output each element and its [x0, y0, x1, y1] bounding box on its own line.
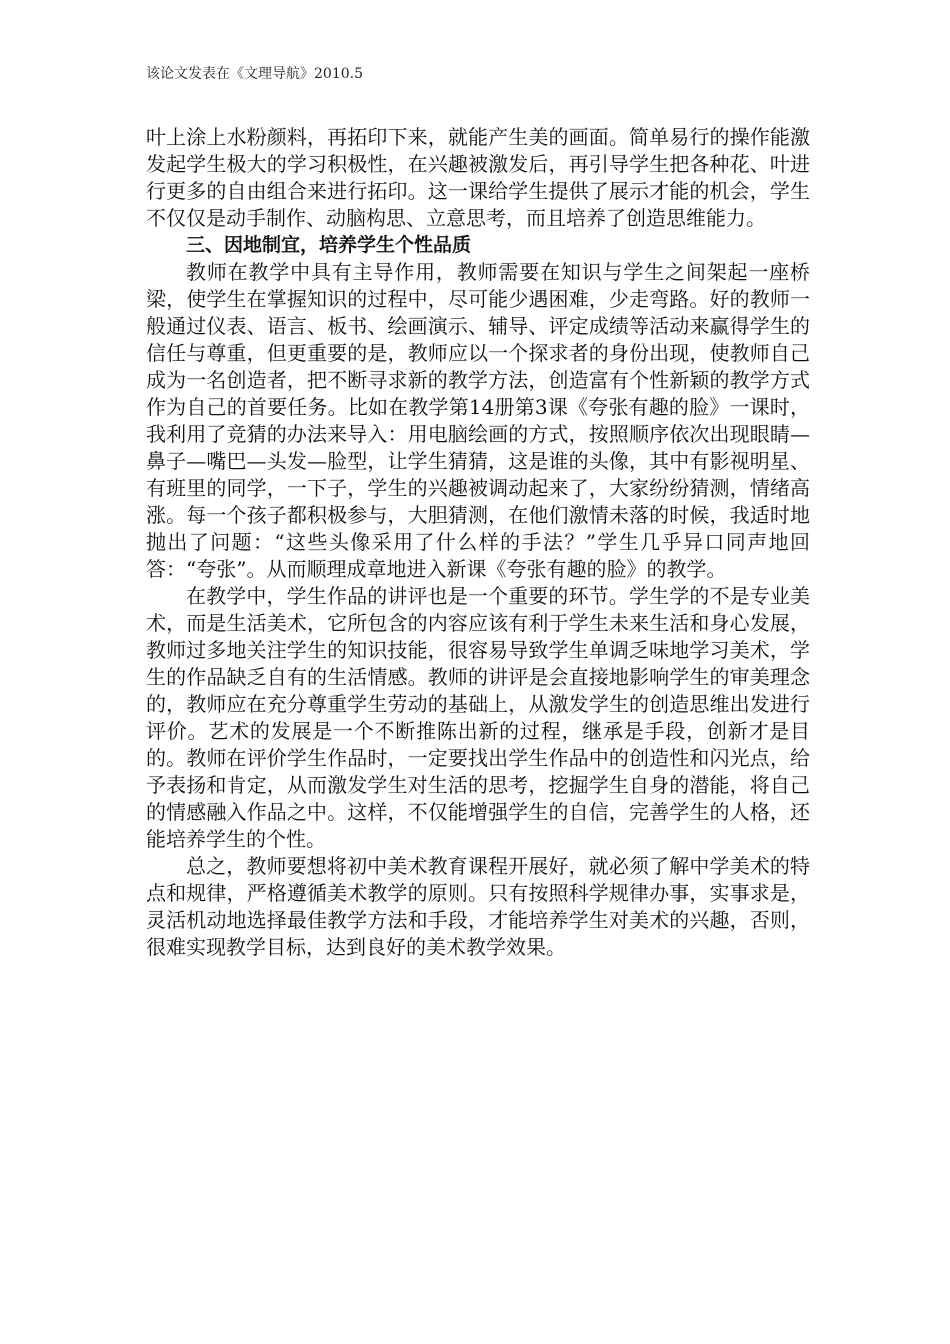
publication-note: 该论文发表在《文理导航》2010.5	[146, 66, 363, 82]
paragraph-continuation: 叶上涂上水粉颜料，再拓印下来，就能产生美的画面。简单易行的操作能激发起学生极大的学习积极性，在兴趣被激发后，再引导学生把各种花、叶进行更多的自由组合来进行拓印。这一课给学生提供了展示才能的机会，学生不仅仅是动手制作、动脑构思、立意思考，而且培养了创造思维能力。	[146, 125, 810, 230]
paragraph-conclusion: 总之，教师要想将初中美术教育课程开展好，就必须了解中学美术的特点和规律，严格遵循美术教学的原则。只有按照科学规律办事，实事求是，灵活机动地选择最佳教学方法和手段，才能培养学生对美术的兴趣，否则，很难实现教学目标，达到良好的美术教学效果。	[146, 854, 810, 959]
paragraph-critique: 在教学中，学生作品的讲评也是一个重要的环节。学生学的不是专业美术，而是生活美术，它所包含的内容应该有利于学生未来生活和身心发展，教师过多地关注学生的知识技能，很容易导致学生单调乏味地学习美术，学生的作品缺乏自有的生活情感。教师的讲评是会直接地影响学生的审美理念的，教师应在充分尊重学生劳动的基础上，从激发学生的创造思维出发进行评价。艺术的发展是一个不断推陈出新的过程，继承是手段，创新才是目的。教师在评价学生作品时，一定要找出学生作品中的创造性和闪光点，给予表扬和肯定，从而激发学生对生活的思考，挖掘学生自身的潜能，将自己的情感融入作品之中。这样，不仅能增强学生的自信，完善学生的人格，还能培养学生的个性。	[146, 584, 810, 851]
paragraph-teacher-role: 教师在教学中具有主导作用，教师需要在知识与学生之间架起一座桥梁，使学生在掌握知识的过程中，尽可能少遇困难，少走弯路。好的教师一般通过仪表、语言、板书、绘画演示、辅导、评定成绩等活动来赢得学生的信任与尊重，但更重要的是，教师应以一个探求者的身份出现，使教师自己成为一名创造者，把不断寻求新的教学方法，创造富有个性新颖的教学方式作为自己的首要任务。比如在教学第14册第3课《夸张有趣的脸》一课时，我利用了竞猜的办法来导入：用电脑绘画的方式，按照顺序依次出现眼睛—鼻子—嘴巴—头发—脸型，让学生猜猜，这是谁的头像，其中有影视明星、有班里的同学，一下子，学生的兴趣被调动起来了，大家纷纷猜测，情绪高涨。每一个孩子都积极参与，大胆猜测，在他们激情未落的时候，我适时地抛出了问题：“这些头像采用了什么样的手法？”学生几乎异口同声地回答：“夸张”。从而顺理成章地进入新课《夸张有趣的脸》的教学。	[146, 260, 810, 581]
section-heading-3: 三、因地制宜，培养学生个性品质	[186, 234, 472, 256]
article-body	[146, 124, 810, 961]
